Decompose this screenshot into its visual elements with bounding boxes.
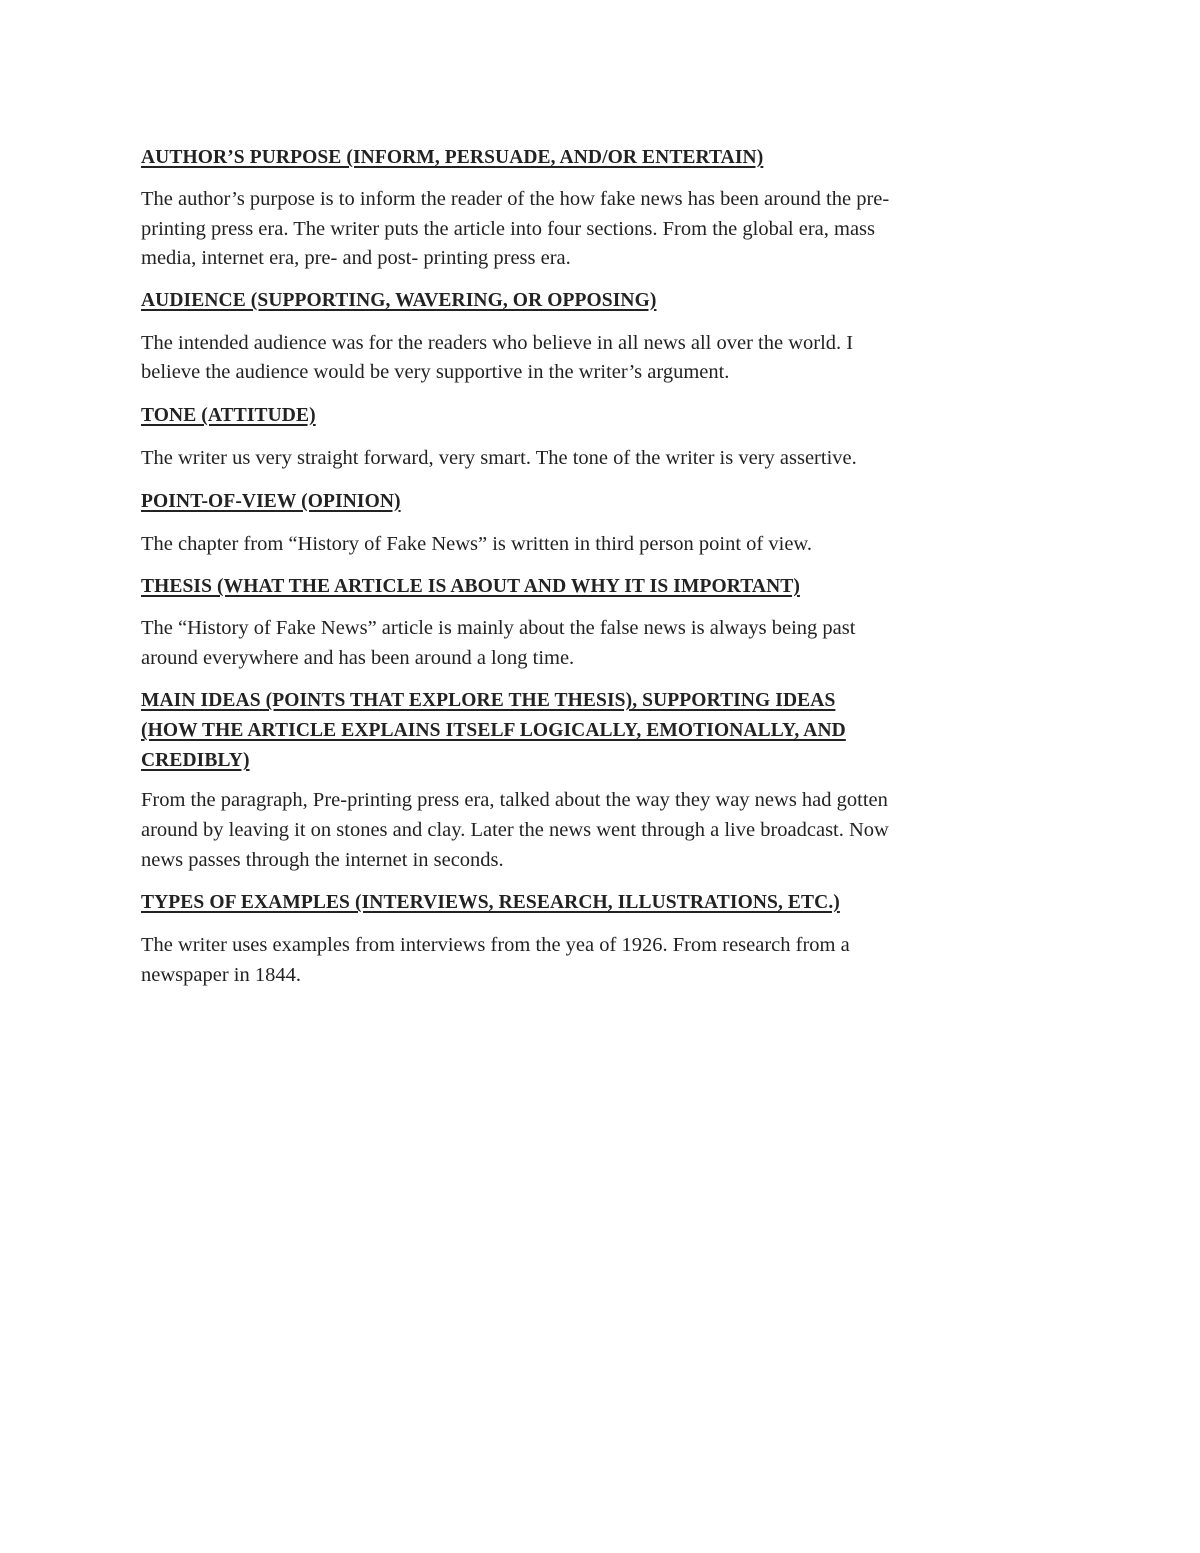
- heading-tone: [141, 401, 1041, 431]
- text-line: From the paragraph, Pre-printing press era, talked about the way they way news had gotten: [141, 789, 888, 812]
- heading-text: AUDIENCE (SUPPORTING, WAVERING, OR OPPOSING): [141, 289, 657, 311]
- heading-audience: [141, 286, 1041, 316]
- heading-text: TONE (ATTITUDE): [141, 404, 316, 426]
- paragraph-thesis: [141, 614, 1041, 673]
- text-line: The writer uses examples from interviews from the yea of 1926. From research from a: [141, 934, 850, 957]
- text-line: around everywhere and has been around a long time.: [141, 646, 575, 669]
- heading-text-line: MAIN IDEAS (POINTS THAT EXPLORE THE THESIS), SUPPORTING IDEAS: [141, 690, 836, 712]
- text-line: newspaper in 1844.: [141, 963, 301, 986]
- heading-thesis: [141, 572, 1041, 602]
- text-line: The author’s purpose is to inform the reader of the how fake news has been around the pre-: [141, 188, 890, 210]
- text-line: The intended audience was for the readers who believe in all news all over the world. I: [141, 331, 854, 354]
- heading-text: TYPES OF EXAMPLES (INTERVIEWS, RESEARCH, ILLUSTRATIONS, ETC.): [141, 892, 840, 914]
- heading-text: AUTHOR’S PURPOSE (INFORM, PERSUADE, AND/OR ENTERTAIN): [141, 147, 764, 168]
- text-line: believe the audience would be very supportive in the writer’s argument.: [141, 361, 730, 384]
- heading-main-ideas: [141, 686, 1041, 776]
- text-line: printing press era. The writer puts the article into four sections. From the global era, mass: [141, 217, 876, 240]
- text-line: The writer us very straight forward, very smart. The tone of the writer is very assertive.: [141, 446, 857, 469]
- paragraph-types-of-examples: [141, 931, 1041, 990]
- document-page: [141, 140, 1041, 990]
- paragraph-audience: [141, 329, 1041, 388]
- text-line: media, internet era, pre- and post- printing press era.: [141, 247, 571, 270]
- paragraph-main-ideas: [141, 786, 1041, 875]
- text-line: news passes through the internet in seconds.: [141, 848, 504, 871]
- text-line: The “History of Fake News” article is mainly about the false news is always being past: [141, 617, 856, 640]
- heading-point-of-view: [141, 487, 1041, 517]
- heading-text: THESIS (WHAT THE ARTICLE IS ABOUT AND WHY IT IS IMPORTANT): [141, 576, 800, 598]
- heading-text-line: CREDIBLY): [141, 750, 250, 772]
- heading-types-of-examples: [141, 888, 1041, 918]
- text-line: The chapter from “History of Fake News” is written in third person point of view.: [141, 532, 813, 555]
- heading-text: POINT-OF-VIEW (OPINION): [141, 490, 401, 512]
- heading-authors-purpose: [141, 143, 1041, 173]
- heading-text-line: (HOW THE ARTICLE EXPLAINS ITSELF LOGICALLY, EMOTIONALLY, AND: [141, 720, 846, 742]
- paragraph-tone: [141, 444, 1041, 474]
- paragraph-authors-purpose: [141, 185, 1041, 274]
- paragraph-point-of-view: [141, 530, 1041, 560]
- text-line: around by leaving it on stones and clay. Later the news went through a live broadcast. Now: [141, 818, 889, 841]
